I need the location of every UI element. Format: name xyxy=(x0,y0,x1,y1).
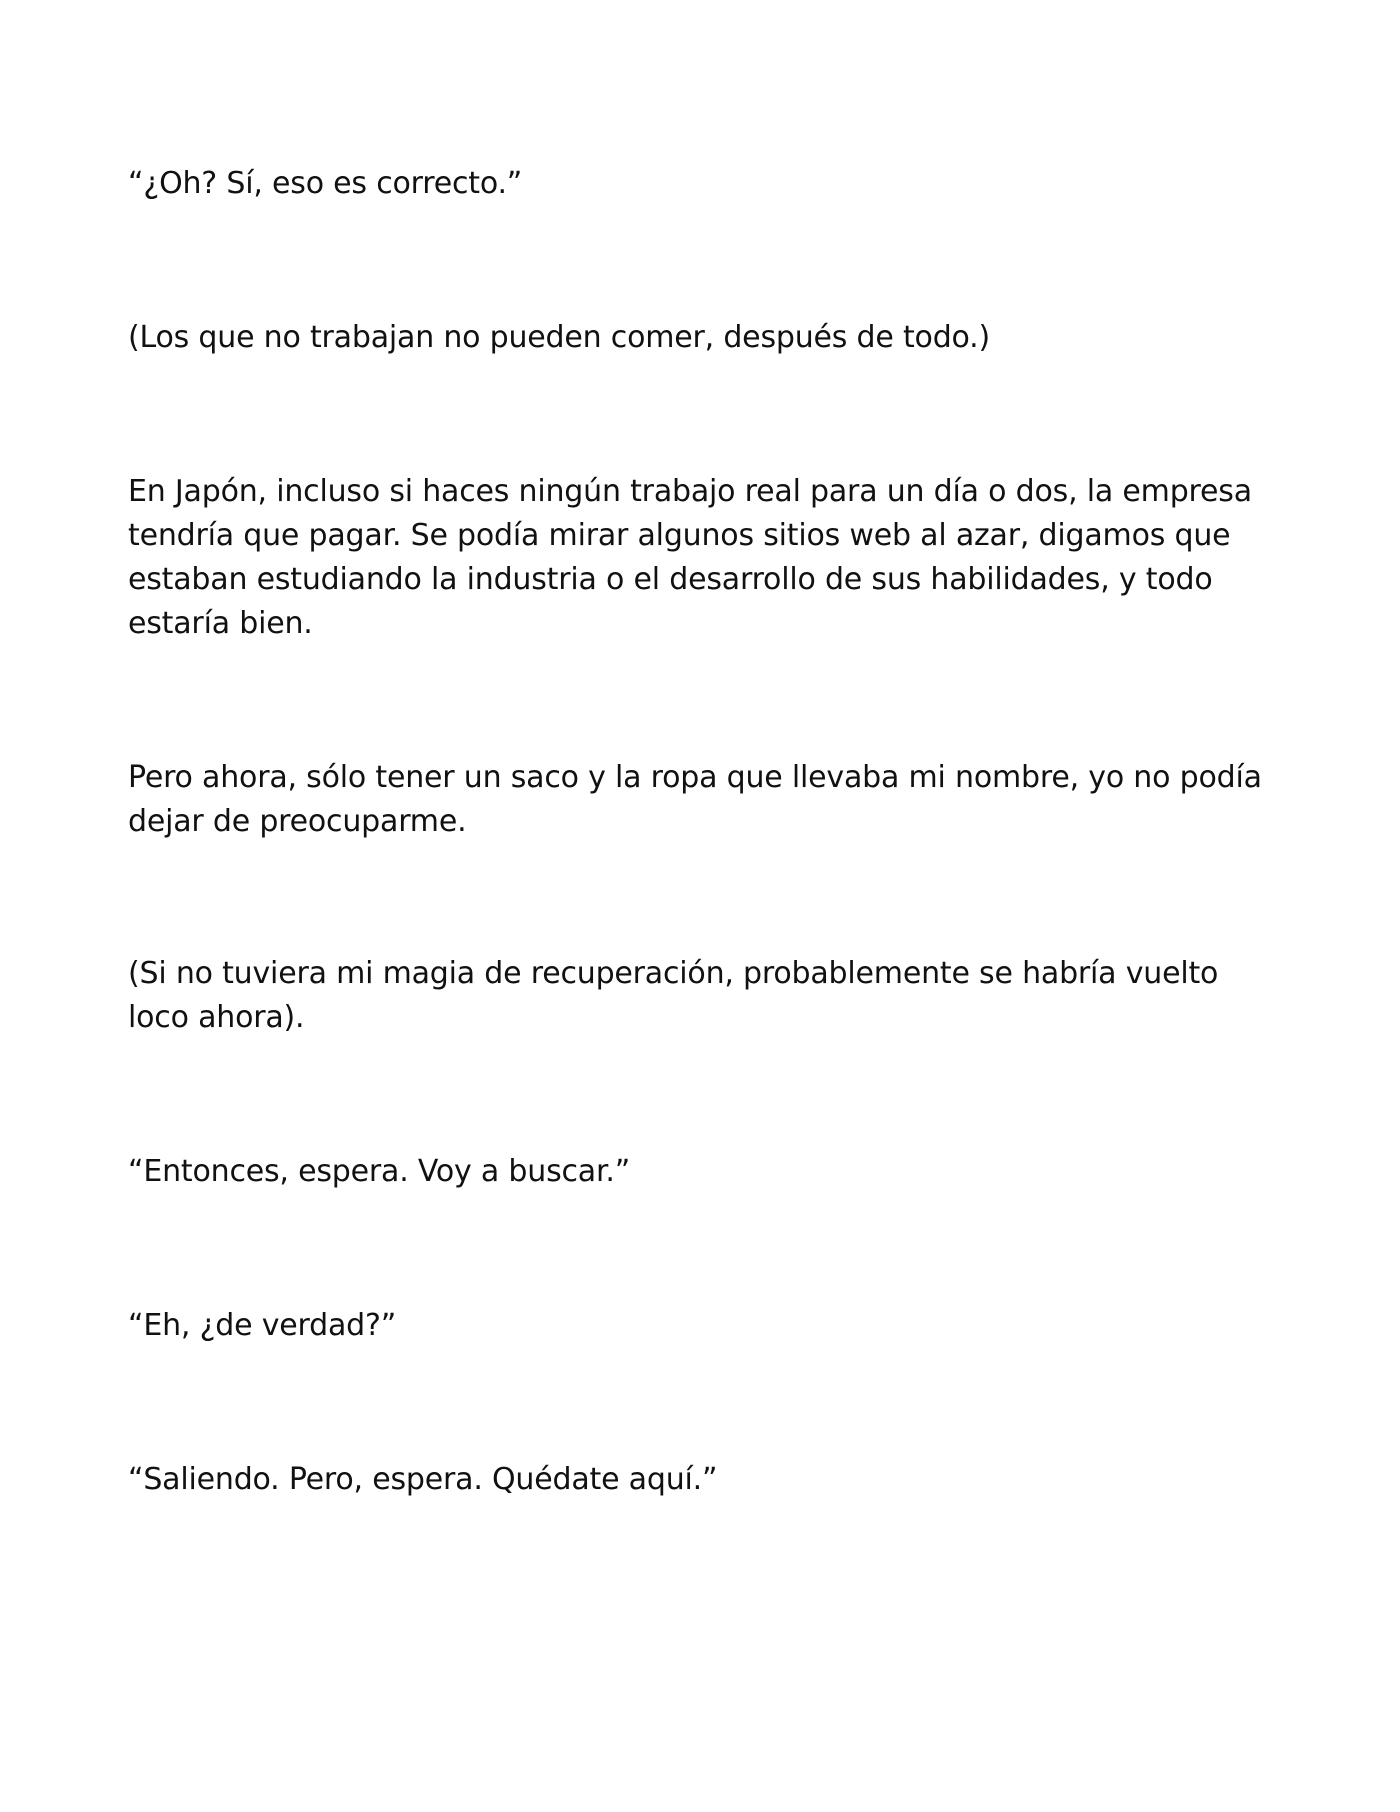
paragraph-6: “Entonces, espera. Voy a buscar.” xyxy=(128,1154,631,1189)
paragraph-5: (Si no tuviera mi magia de recuperación, probablemente se habría vuelto loco ahora). xyxy=(128,956,1219,1035)
paragraph-1: “¿Oh? Sí, eso es correcto.” xyxy=(128,166,523,201)
paragraph-4: Pero ahora, sólo tener un saco y la ropa que llevaba mi nombre, yo no podía dejar de preocuparme. xyxy=(128,760,1262,839)
paragraph-7: “Eh, ¿de verdad?” xyxy=(128,1308,397,1343)
paragraph-8: “Saliendo. Pero, espera. Quédate aquí.” xyxy=(128,1462,718,1497)
paragraph-2: (Los que no trabajan no pueden comer, después de todo.) xyxy=(128,320,991,355)
paragraph-3: En Japón, incluso si haces ningún trabajo real para un día o dos, la empresa tendría que pagar. Se podía mirar algunos sitios web al azar, digamos que estaban estudiando la industria o el desarrollo de sus habilidades, y todo estaría bien. xyxy=(128,474,1252,641)
